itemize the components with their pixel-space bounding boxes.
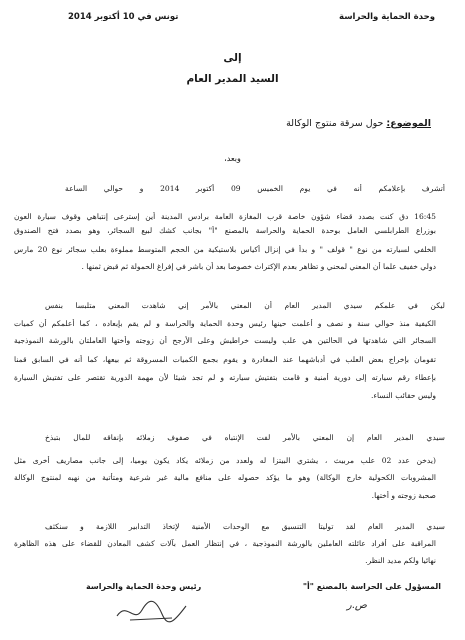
- organization-name: وحدة الحماية والحراسة: [339, 12, 435, 22]
- subject-line: [286, 118, 431, 129]
- paragraph-2-line-5: بإعطاء رقم سيارته إلى دورية أمنية و قامت بتفتيش سيارته و لم تجد شيئا لأن مهمة الدورية تقتصر على تفتيش السيارة: [14, 373, 436, 382]
- handwritten-signature: [112, 596, 192, 626]
- handwritten-initials: ص.ر: [346, 600, 367, 611]
- paragraph-1-line-2: 16:45 دق كنت بصدد قضاء شؤون خاصة قرب المغازة العامة برادس المدينة أين إسترعى إنتباهي وقوف سيارة العون: [14, 212, 436, 221]
- paragraph-4-line-2: المراقبة على أفراد عائلته العاملين بالورشة النموذجية ، في إنتظار العمل بآلات كشف المعادن للقضاء على هذه الظاهرة: [14, 539, 436, 548]
- paragraph-2-line-1: ليكن في علمكم سيدي المدير العام أن المعني بالأمر إني شاهدت المعني متلبسا بنفس: [45, 301, 445, 310]
- paragraph-2-line-4: تقومان بإخراج بعض العلب في أدباشهما عند المغادرة و يقوم بجمع الكميات المسروقة ثم بيعها، كما أنه في السابق قمنا: [14, 355, 436, 364]
- greeting: وبعد،: [224, 154, 241, 163]
- subject-text: حول سرقة منتوج الوكالة: [286, 118, 384, 129]
- signature-right-title: المسؤول على الحراسة بالمصنع "أ": [302, 582, 441, 591]
- addressee-name: السيد المدير العام: [186, 73, 279, 85]
- paragraph-2-line-2: الكيفية منذ حوالي سنة و نصف و أعلمت حينها رئيس وحدة الحماية والحراسة و لم يقم بإبعاده ، كما أعلمكم أن كميات: [14, 319, 436, 328]
- paragraph-1-line-3: بوزراع الطرابلسي العامل بوحدة الحماية والحراسة بالمصنع "أ" بجانب كشك لبيع السجائر، وهو بصدد فتح الصندوق: [14, 226, 436, 235]
- paragraph-3-line-2: (يدخن عدد 02 علب مربيث ، يشتري البيتزا له ولعدد من زملائه يكاد يكون يوميا، إلى جانب مصاريف أخرى مثل: [14, 456, 436, 465]
- paragraph-1-line-5: دولي خفيف علما أن المعني لمحني و تظاهر بعدم الإكتراث خصوصا بعد أن باشر في إفراغ الحمولة ثم قبض ثمنها .: [81, 262, 436, 271]
- paragraph-1-line-1: أتشرف بإعلامكم أنه في يوم الخميس 09 أكتوبر 2014 و حوالي الساعة: [65, 184, 445, 193]
- paragraph-2-line-6: وليس حقائب النساء.: [371, 391, 436, 400]
- document-date: تونس في 10 أكتوبر 2014: [68, 12, 179, 22]
- paragraph-3-line-1: سيدي المدير العام إن المعني بالأمر لفت الإنتباه في صفوف زملائه بإنفاقه للمال بتبذخ: [45, 433, 445, 442]
- paragraph-1-line-4: الخلفي لسيارته من نوع " قولف " و بدأ في إنزال أكياس بلاستيكية من الحجم المتوسط مملوءة بعلب سجائر نوع 20 مارس: [14, 245, 436, 254]
- paragraph-4-line-1: سيدي المدير العام لقد توليتا التنسيق مع الوحدات الأمنية لإتخاذ التدابير اللازمة و سنكثف: [45, 522, 445, 531]
- signature-left-title: رئيس وحدة الحماية والحراسة: [86, 582, 202, 591]
- addressee-to: إلى: [223, 52, 242, 64]
- paragraph-4-line-3: نهائيا ولكم مديد النظر.: [365, 556, 436, 565]
- paragraph-3-line-4: صحبة زوجته و أختها.: [371, 491, 436, 500]
- subject-label: الموضوع:: [386, 118, 431, 129]
- paragraph-2-line-3: السجائر التي شاهدتها في الحالتين هي علب وليست خراطيش وعلى الأرجح أن زوجته وأختها العاملتان بالورشة النموذجية: [14, 336, 436, 345]
- paragraph-3-line-3: المشروبات الكحولية خارج الوكالة) وهو ما يؤكد حصوله على منافع مالية غير شرعية ومتأتية من نهبه لمنتوج الوكالة: [14, 473, 436, 482]
